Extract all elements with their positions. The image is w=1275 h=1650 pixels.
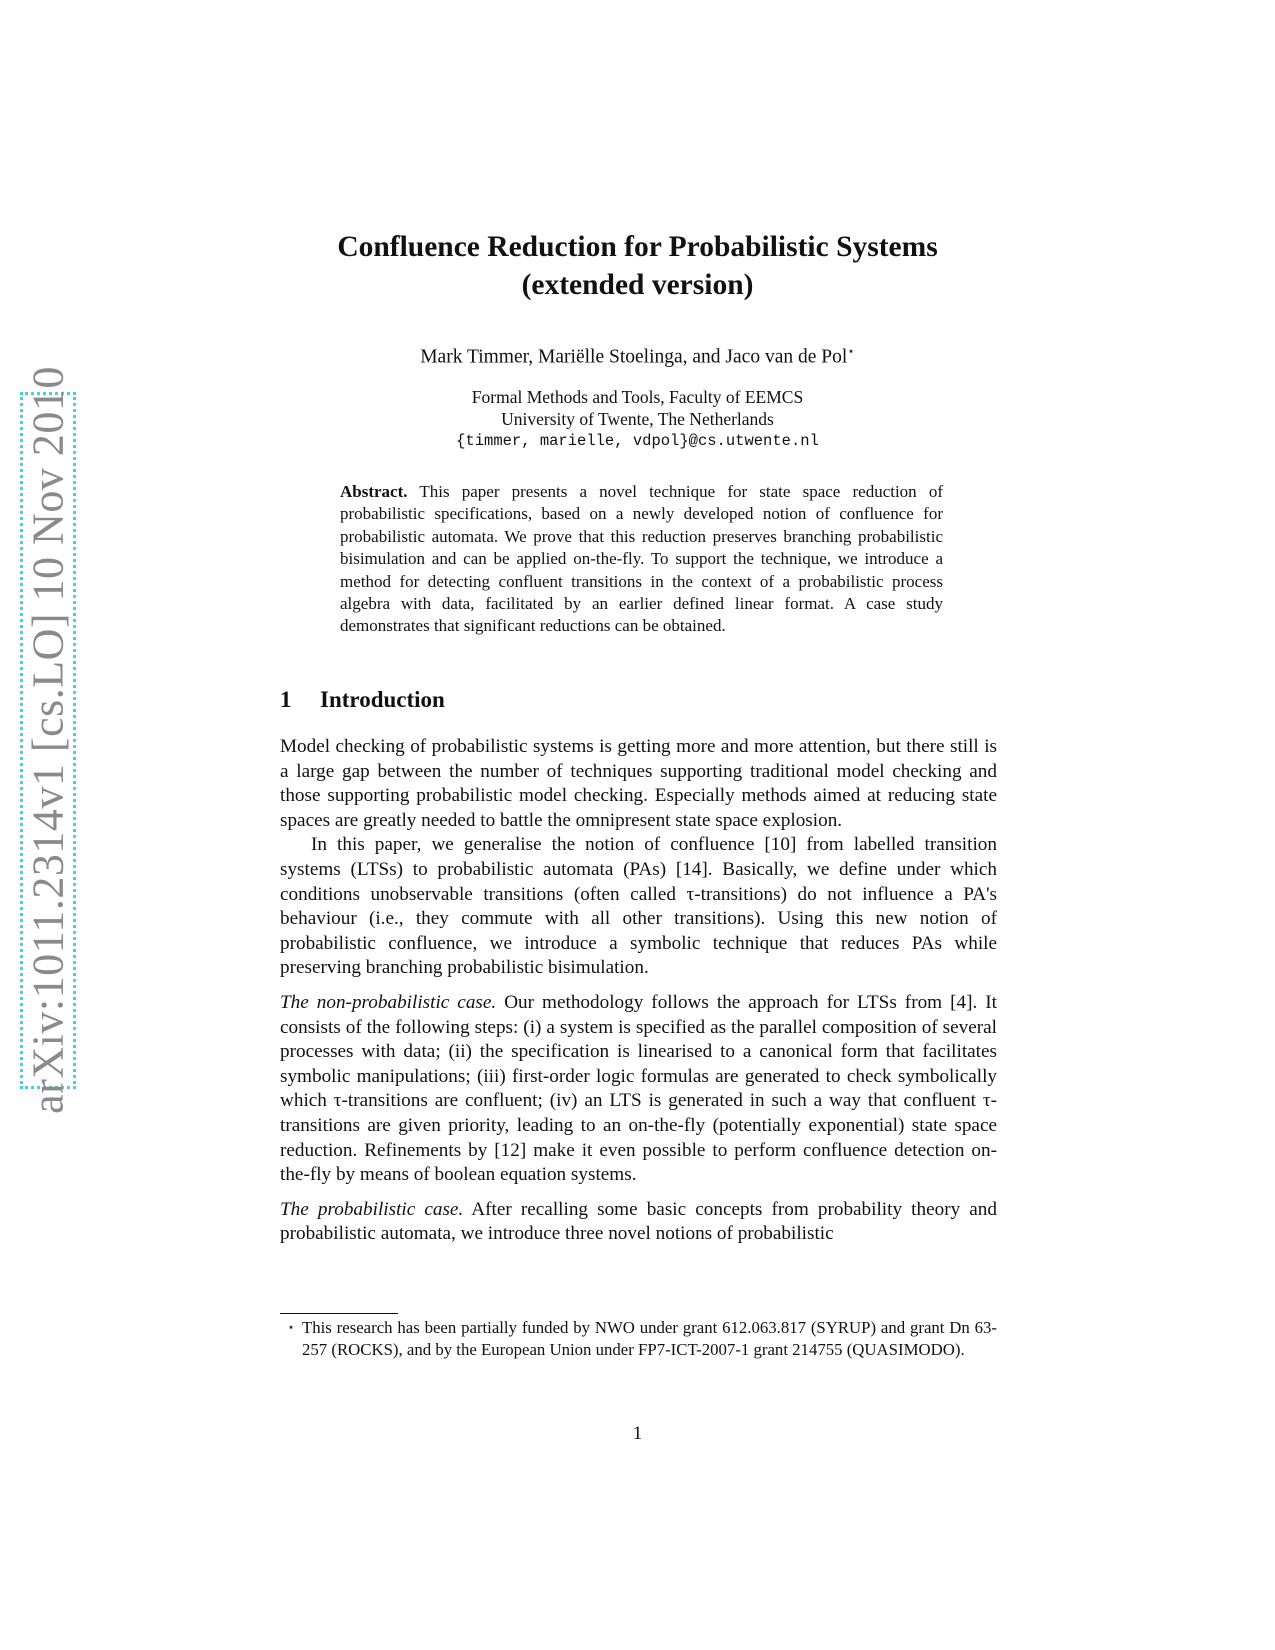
author-emails: {timmer, marielle, vdpol}@cs.utwente.nl [456, 432, 819, 450]
paragraph-1: Model checking of probabilistic systems is getting more and more attention, but there still is a large gap between the number of techniques supporting traditional model checking and those supporting probabilistic model checking. Especially methods aimed at reducing state spaces are greatly needed to battle the omnipresent state space explosion. [280, 736, 997, 831]
section-heading [280, 686, 445, 714]
title-line-2: (extended version) [521, 269, 754, 301]
affiliation [200, 386, 1075, 452]
affiliation-line-2: University of Twente, The Netherlands [501, 409, 774, 429]
section-number: 1 [280, 687, 292, 712]
paragraph-3-text: Our methodology follows the approach for LTSs from [4]. It consists of the following steps: (i) a system is specified as the parallel composition of several processes with data; (ii) the specification is linearised to a canonical form that facilitates symbolic manipulations; (iii) first-order logic formulas are generated to check symbolically which τ-transitions are confluent; (iv) an LTS is generated in such a way that confluent τ-transitions are given priority, leading to an on-the-fly (potentially exponential) state space reduction. Refinements by [12] make it even possible to perform confluence detection on-the-fly by means of boolean equation systems. [280, 991, 997, 1186]
abstract [340, 481, 943, 638]
paragraph-2: In this paper, we generalise the notion of confluence [10] from labelled transition systems (LTSs) to probabilistic automata (PAs) [14]. Basically, we define under which conditions unobservable transitions (often called τ-transitions) do not influence a PA's behaviour (i.e., they commute with all other transitions). Using this new notion of probabilistic confluence, we introduce a symbolic technique that reduces PAs while preserving branching probabilistic bisimulation. [280, 834, 997, 979]
section-title: Introduction [320, 687, 445, 712]
page-number: 1 [632, 1423, 643, 1444]
paragraph-3-lead: The non-probabilistic case. [280, 991, 497, 1013]
arxiv-identifier: arXiv:1011.2314v1 [cs.LO] 10 Nov 2010 [23, 366, 73, 1114]
footnote-mark: ⋆ [287, 1320, 295, 1334]
paragraph-4 [280, 1198, 997, 1247]
title-line-1: Confluence Reduction for Probabilistic Systems [337, 231, 938, 263]
affiliation-line-1: Formal Methods and Tools, Faculty of EEMCS [471, 387, 804, 407]
body-text [280, 735, 997, 1247]
author-list [200, 339, 1075, 370]
authors-text: Mark Timmer, Mariëlle Stoelinga, and Jaco van de Pol [420, 346, 848, 368]
footnote [280, 1317, 997, 1360]
paragraph-4-text: After recalling some basic concepts from probability theory and probabilistic automata, we introduce three novel notions of probabilistic [280, 1198, 997, 1245]
paragraph-4-lead: The probabilistic case. [280, 1198, 464, 1220]
paper-title [200, 228, 1075, 304]
footnote-text: This research has been partially funded by NWO under grant 612.063.817 (SYRUP) and grant Dn 63-257 (ROCKS), and by the European Union under FP7-ICT-2007-1 grant 214755 (QUASIMODO). [302, 1318, 997, 1359]
paragraph-3 [280, 991, 997, 1188]
footnote-divider [280, 1313, 398, 1314]
abstract-text: This paper presents a novel technique for state space reduction of probabilistic specifications, based on a newly developed notion of confluence for probabilistic automata. We prove that this reduction preserves branching probabilistic bisimulation and can be applied on-the-fly. To support the technique, we introduce a method for detecting confluent transitions in the context of a probabilistic process algebra with data, facilitated by an earlier defined linear format. A case study demonstrates that significant reductions can be obtained. [340, 482, 943, 636]
abstract-label: Abstract. [340, 482, 408, 501]
author-footnote-mark: ⋆ [847, 344, 855, 358]
